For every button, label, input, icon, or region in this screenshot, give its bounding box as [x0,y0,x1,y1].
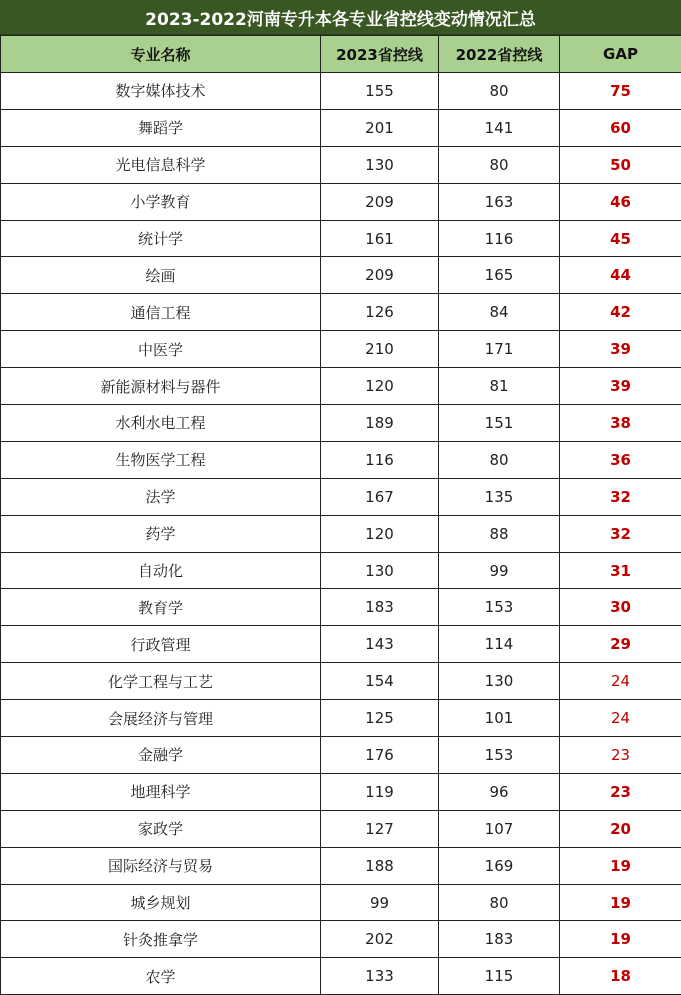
major-cell: 绘画 [1,257,321,294]
gap-cell: 39 [560,368,681,405]
table-row [1,958,681,995]
major-cell: 自动化 [1,552,321,589]
header-2022: 2022省控线 [439,36,560,73]
table-row [1,552,681,589]
table-row [1,810,681,847]
major-cell: 水利水电工程 [1,405,321,442]
gap-cell: 46 [560,183,681,220]
major-cell: 法学 [1,478,321,515]
score-2022-cell: 80 [439,73,560,110]
gap-cell: 36 [560,441,681,478]
score-2023-cell: 116 [321,441,439,478]
gap-cell: 24 [560,700,681,737]
major-cell: 国际经济与贸易 [1,847,321,884]
header-row [1,36,681,73]
score-2022-cell: 153 [439,737,560,774]
score-2023-cell: 143 [321,626,439,663]
score-2022-cell: 88 [439,515,560,552]
major-cell: 家政学 [1,810,321,847]
score-2022-cell: 130 [439,663,560,700]
table-row [1,700,681,737]
score-2022-cell: 115 [439,958,560,995]
score-2023-cell: 119 [321,773,439,810]
gap-cell: 20 [560,810,681,847]
major-cell: 地理科学 [1,773,321,810]
gap-cell: 50 [560,146,681,183]
score-2022-cell: 153 [439,589,560,626]
header-gap: GAP [560,36,681,73]
score-2022-cell: 141 [439,109,560,146]
score-2023-cell: 201 [321,109,439,146]
major-cell: 药学 [1,515,321,552]
score-2022-cell: 80 [439,441,560,478]
gap-cell: 23 [560,737,681,774]
score-2023-cell: 155 [321,73,439,110]
gap-cell: 39 [560,331,681,368]
score-2023-cell: 183 [321,589,439,626]
gap-cell: 75 [560,73,681,110]
table-row [1,257,681,294]
score-2022-cell: 135 [439,478,560,515]
score-2023-cell: 167 [321,478,439,515]
table-row [1,921,681,958]
major-cell: 统计学 [1,220,321,257]
major-cell: 通信工程 [1,294,321,331]
score-2023-cell: 133 [321,958,439,995]
table-row [1,109,681,146]
gap-cell: 19 [560,921,681,958]
table-row [1,405,681,442]
gap-cell: 24 [560,663,681,700]
score-2022-cell: 116 [439,220,560,257]
gap-cell: 29 [560,626,681,663]
score-2022-cell: 151 [439,405,560,442]
score-2022-cell: 169 [439,847,560,884]
score-2023-cell: 209 [321,183,439,220]
table-row [1,589,681,626]
major-cell: 行政管理 [1,626,321,663]
score-2023-cell: 99 [321,884,439,921]
gap-cell: 31 [560,552,681,589]
major-cell: 舞蹈学 [1,109,321,146]
major-cell: 光电信息科学 [1,146,321,183]
major-cell: 教育学 [1,589,321,626]
score-2023-cell: 127 [321,810,439,847]
score-2023-cell: 120 [321,515,439,552]
score-2022-cell: 107 [439,810,560,847]
score-2023-cell: 189 [321,405,439,442]
table-row [1,73,681,110]
table-row [1,626,681,663]
gap-cell: 32 [560,515,681,552]
table-row [1,331,681,368]
major-cell: 小学教育 [1,183,321,220]
major-cell: 农学 [1,958,321,995]
gap-cell: 30 [560,589,681,626]
gap-cell: 44 [560,257,681,294]
major-cell: 新能源材料与器件 [1,368,321,405]
score-2023-cell: 154 [321,663,439,700]
score-2022-cell: 80 [439,884,560,921]
header-2023: 2023省控线 [321,36,439,73]
score-2023-cell: 126 [321,294,439,331]
score-2023-cell: 209 [321,257,439,294]
gap-cell: 19 [560,847,681,884]
table-row [1,663,681,700]
score-2022-cell: 96 [439,773,560,810]
score-2023-cell: 188 [321,847,439,884]
table-row [1,183,681,220]
major-cell: 会展经济与管理 [1,700,321,737]
table-row [1,220,681,257]
score-2022-cell: 183 [439,921,560,958]
score-2022-cell: 101 [439,700,560,737]
major-cell: 城乡规划 [1,884,321,921]
table-body [1,73,681,995]
table-row [1,368,681,405]
gap-cell: 45 [560,220,681,257]
gap-cell: 18 [560,958,681,995]
gap-cell: 42 [560,294,681,331]
score-2022-cell: 99 [439,552,560,589]
major-cell: 中医学 [1,331,321,368]
score-2022-cell: 114 [439,626,560,663]
score-2023-cell: 120 [321,368,439,405]
score-2023-cell: 210 [321,331,439,368]
major-cell: 金融学 [1,737,321,774]
score-2023-cell: 130 [321,146,439,183]
score-2023-cell: 202 [321,921,439,958]
gap-cell: 32 [560,478,681,515]
table-row [1,884,681,921]
gap-cell: 60 [560,109,681,146]
score-2023-cell: 161 [321,220,439,257]
major-cell: 生物医学工程 [1,441,321,478]
score-2023-cell: 125 [321,700,439,737]
table-row [1,737,681,774]
score-2022-cell: 80 [439,146,560,183]
score-2022-cell: 163 [439,183,560,220]
table-row [1,773,681,810]
score-2023-cell: 176 [321,737,439,774]
table-row [1,515,681,552]
major-cell: 针灸推拿学 [1,921,321,958]
table-row [1,847,681,884]
table-row [1,478,681,515]
header-major: 专业名称 [1,36,321,73]
gap-cell: 23 [560,773,681,810]
table-title: 2023-2022河南专升本各专业省控线变动情况汇总 [0,0,681,35]
score-2023-cell: 130 [321,552,439,589]
score-table [0,35,681,995]
score-2022-cell: 84 [439,294,560,331]
major-cell: 数字媒体技术 [1,73,321,110]
table-row [1,441,681,478]
score-2022-cell: 171 [439,331,560,368]
score-2022-cell: 165 [439,257,560,294]
table-row [1,146,681,183]
gap-cell: 19 [560,884,681,921]
major-cell: 化学工程与工艺 [1,663,321,700]
score-2022-cell: 81 [439,368,560,405]
gap-cell: 38 [560,405,681,442]
table-row [1,294,681,331]
